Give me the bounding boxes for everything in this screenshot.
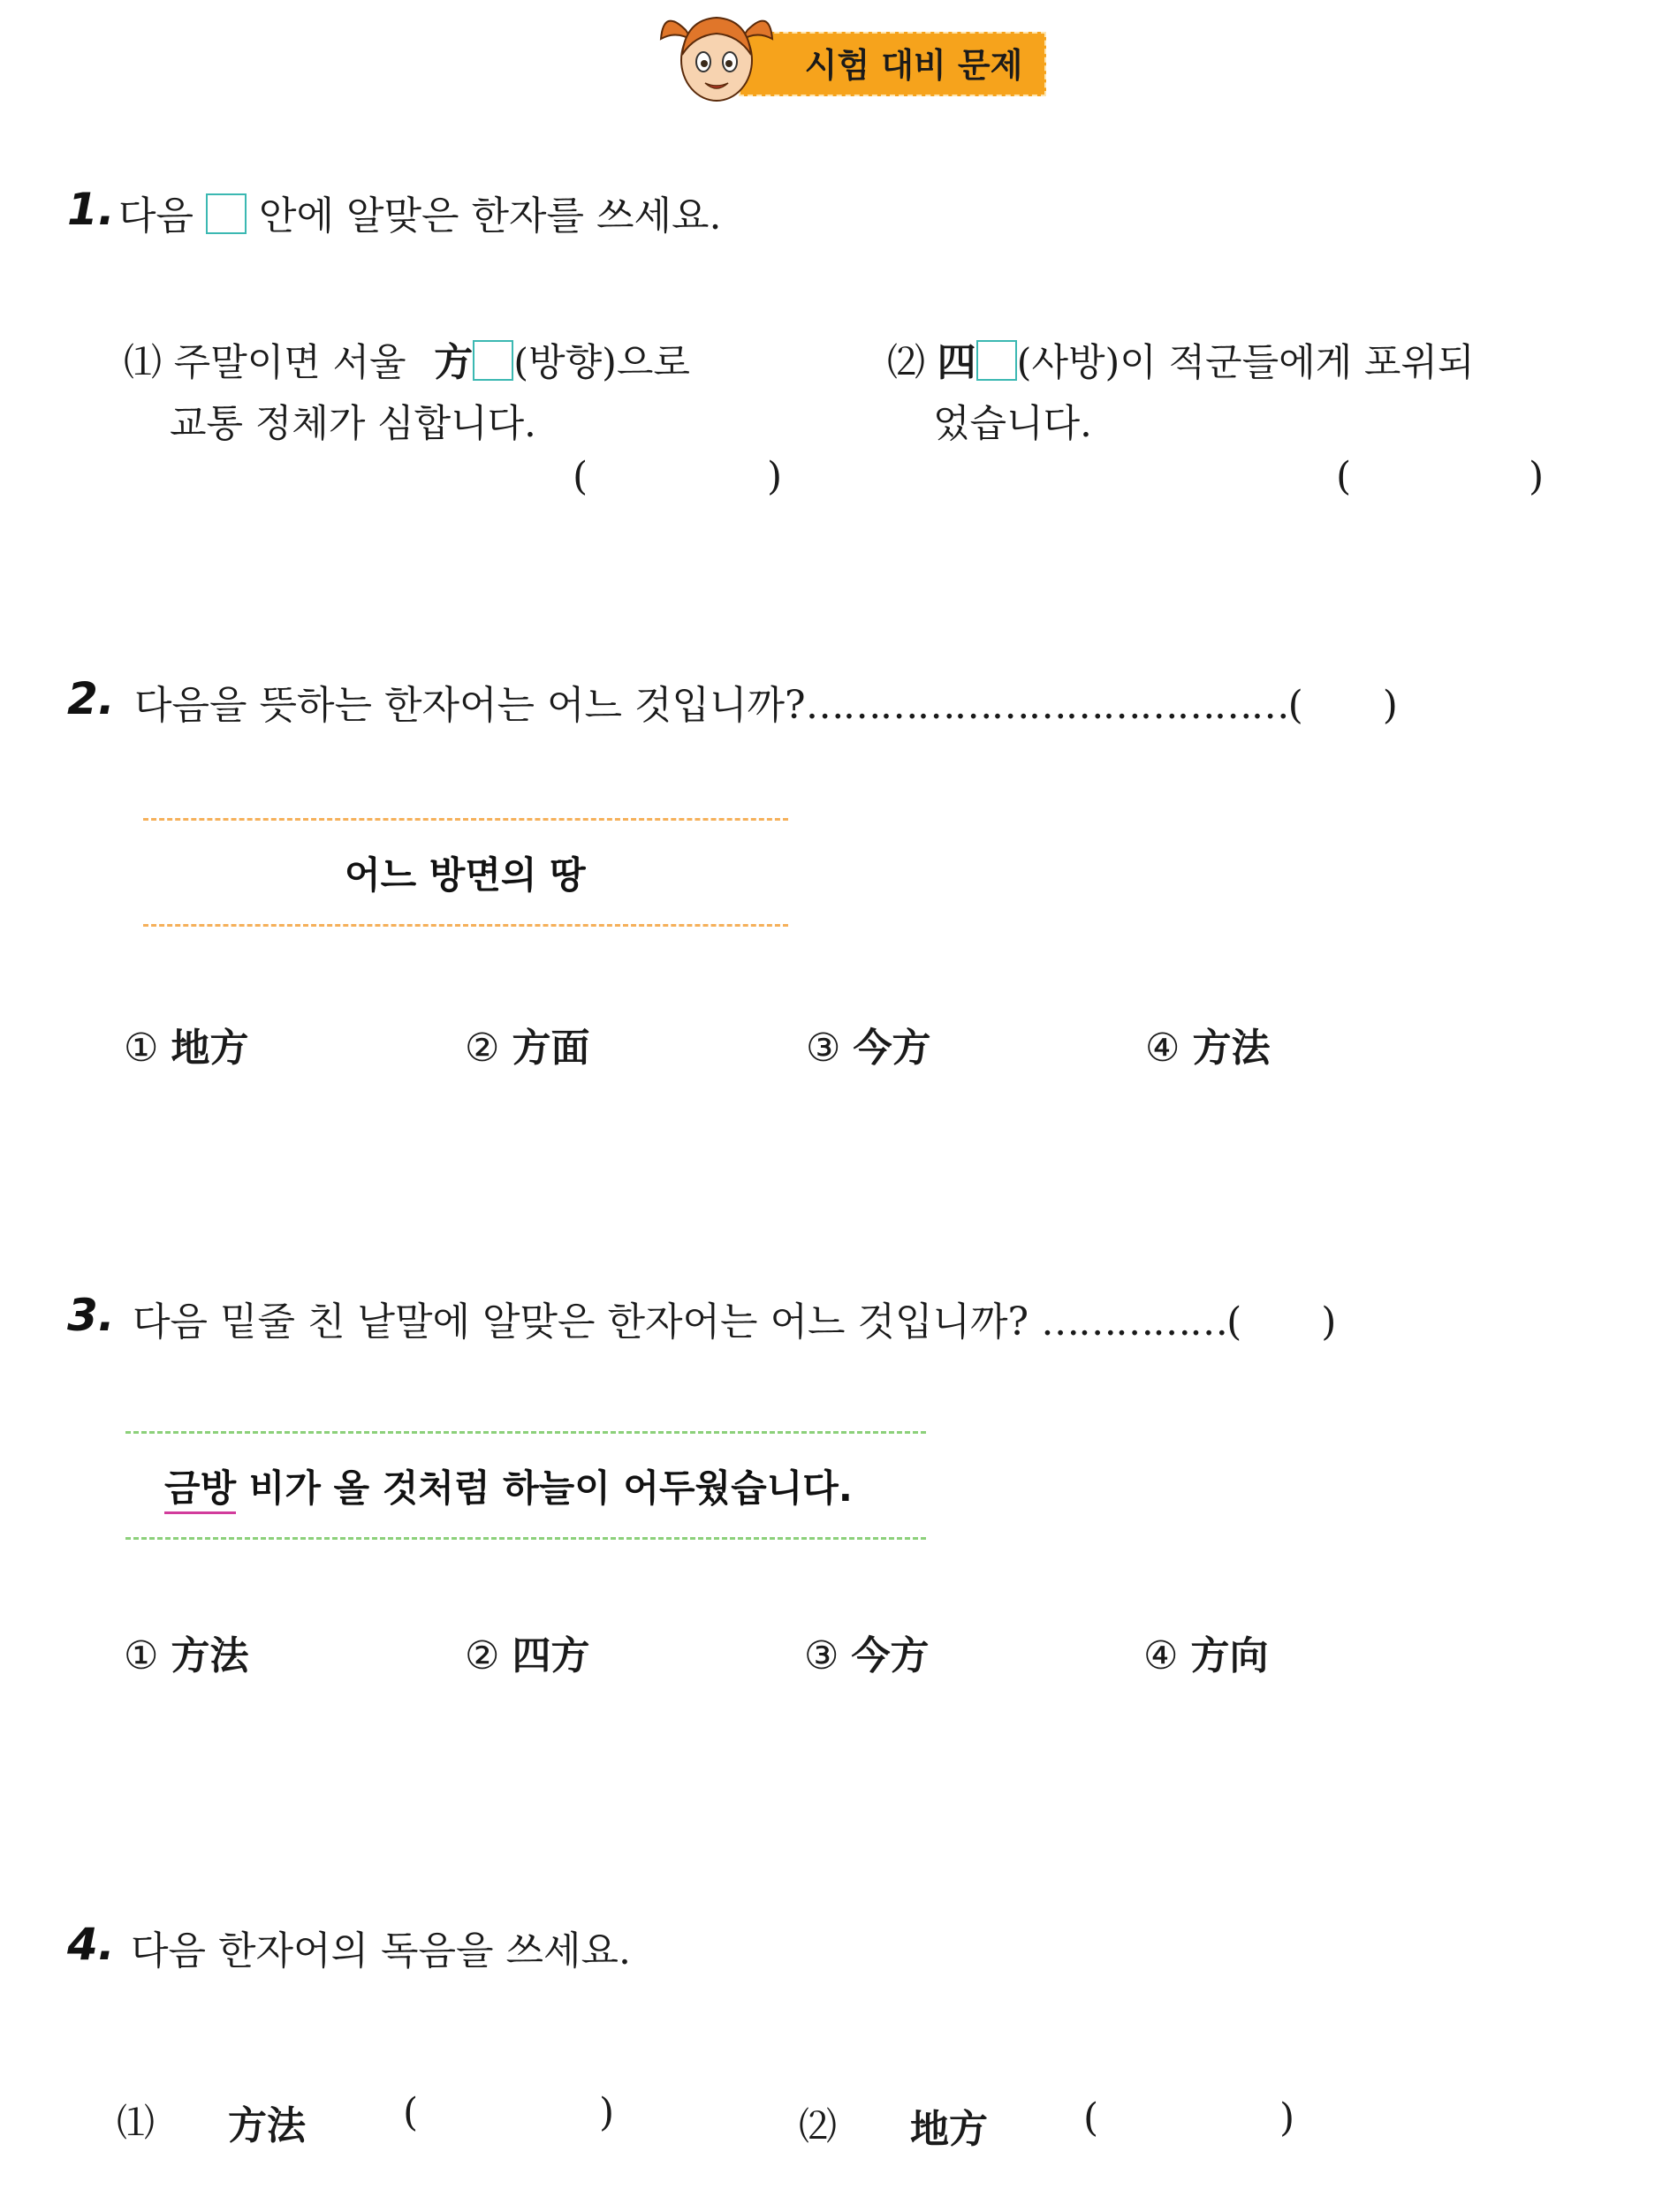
q4-item-2-paren-close: )	[1279, 2095, 1295, 2140]
q3-option-4-text: 方向	[1190, 1633, 1269, 1678]
q2-option-2-text: 方面	[512, 1026, 590, 1071]
q3-option-2[interactable]	[465, 1624, 589, 1680]
q3-option-1-text: 方法	[171, 1633, 249, 1678]
q1-prompt-after: 안에 알맞은 한자를 쓰세요.	[259, 193, 722, 239]
q1-item-2-hanja: 四	[937, 340, 976, 385]
q3-paren-open: (	[1226, 1299, 1242, 1345]
q1-item-1	[124, 330, 690, 387]
q3-option-4-num: ④	[1143, 1633, 1179, 1678]
q2-paren-close: )	[1382, 683, 1398, 728]
q1-item-2-blank[interactable]	[976, 340, 1017, 381]
q1-item-1-text: 주말이면 서울	[173, 341, 406, 385]
q2-option-1[interactable]	[124, 1016, 248, 1072]
q4-item-2-paren-open: (	[1083, 2095, 1099, 2140]
q1-blank-box	[206, 193, 247, 234]
q2-option-2[interactable]	[465, 1016, 589, 1072]
q1-number: 1.	[67, 184, 115, 235]
q4-prompt: 다음 한자어의 독음을 쓰세요.	[131, 1928, 631, 1973]
q3-option-1-num: ①	[124, 1633, 159, 1678]
q2-option-3-text: 今方	[853, 1026, 931, 1071]
q3-top-divider	[125, 1431, 926, 1434]
q1-item-1-label: ⑴	[124, 341, 162, 385]
q2-paren-open: (	[1287, 683, 1303, 728]
q2-option-4[interactable]	[1145, 1016, 1270, 1072]
q2-option-2-num: ②	[465, 1026, 500, 1071]
q3-number: 3.	[67, 1290, 115, 1341]
q2-option-1-text: 地方	[171, 1026, 249, 1071]
q4-item-2-hanja: 地方	[910, 2107, 988, 2152]
q4-item-1-paren-open: (	[403, 2090, 419, 2135]
q2-leader: …………………………………	[805, 683, 1288, 728]
q1-item-2-answer[interactable]	[1364, 454, 1523, 504]
q2-bottom-divider	[143, 924, 788, 927]
q4-item-1-hanja: 方法	[228, 2103, 306, 2148]
q1-item-2-label: ⑵	[887, 341, 925, 385]
q1-prompt	[118, 184, 722, 240]
q3-leader: ……………	[1041, 1299, 1227, 1345]
q3-sentence-rest: 비가 올 것처럼 하늘이 어두웠습니다.	[236, 1466, 853, 1510]
q2-top-divider	[143, 818, 788, 821]
q3-option-4[interactable]	[1143, 1624, 1268, 1680]
q3-prompt: 다음 밑줄 친 낱말에 알맞은 한자어는 어느 것입니까?	[133, 1299, 1029, 1345]
q3-prompt-line	[133, 1290, 1336, 1346]
q1-item-1-answer[interactable]	[601, 454, 760, 504]
q4-number: 4.	[67, 1919, 115, 1970]
q1-item-2-paren-open: (	[1336, 454, 1352, 499]
q1-item-2-paren-close: )	[1529, 454, 1545, 499]
q1-item-1-blank[interactable]	[473, 340, 513, 381]
q2-option-4-num: ④	[1145, 1026, 1180, 1071]
q2-option-3[interactable]	[806, 1016, 930, 1072]
q2-option-1-num: ①	[124, 1026, 159, 1071]
q1-item-1-paren-close: )	[767, 454, 783, 499]
girl-mascot-icon	[659, 4, 774, 108]
q1-item-1-after: (방향)으로	[513, 341, 690, 385]
q3-bottom-divider	[125, 1537, 926, 1540]
q3-option-3-num: ③	[804, 1633, 839, 1678]
q3-option-3-text: 今方	[851, 1633, 930, 1678]
q1-item-2	[887, 330, 1474, 387]
q2-option-3-num: ③	[806, 1026, 841, 1071]
q2-prompt: 다음을 뜻하는 한자어는 어느 것입니까?	[134, 683, 806, 728]
q3-option-2-num: ②	[465, 1633, 500, 1678]
q2-option-4-text: 方法	[1192, 1026, 1271, 1071]
q3-option-2-text: 四方	[512, 1633, 590, 1678]
q2-prompt-line	[134, 673, 1398, 730]
q3-paren-close: )	[1321, 1299, 1337, 1345]
q1-item-2-line2: 었습니다.	[933, 402, 1092, 446]
q3-option-1[interactable]	[124, 1624, 248, 1680]
q1-prompt-before: 다음	[118, 193, 194, 239]
q2-number: 2.	[67, 673, 115, 724]
header-title: 시험 대비 문제	[804, 46, 1023, 85]
q4-item-1-paren-close: )	[599, 2090, 615, 2135]
q2-definition: 어느 방면의 땅	[345, 853, 586, 897]
q4-item-1-label: ⑴	[117, 2102, 155, 2146]
q1-item-1-paren-open: (	[573, 454, 588, 499]
q3-sentence	[164, 1459, 853, 1512]
q4-item-1-answer[interactable]	[431, 2090, 590, 2140]
q1-item-1-line2: 교통 정체가 심합니다.	[170, 402, 536, 446]
q3-underlined-word: 금방	[164, 1466, 236, 1514]
q3-option-3[interactable]	[804, 1624, 929, 1680]
q1-item-1-hanja: 方	[434, 340, 474, 385]
q4-item-2-label: ⑵	[799, 2105, 837, 2149]
q4-item-2-answer[interactable]	[1112, 2095, 1271, 2145]
q1-item-2-after: (사방)이 적군들에게 포위되	[1016, 341, 1475, 385]
